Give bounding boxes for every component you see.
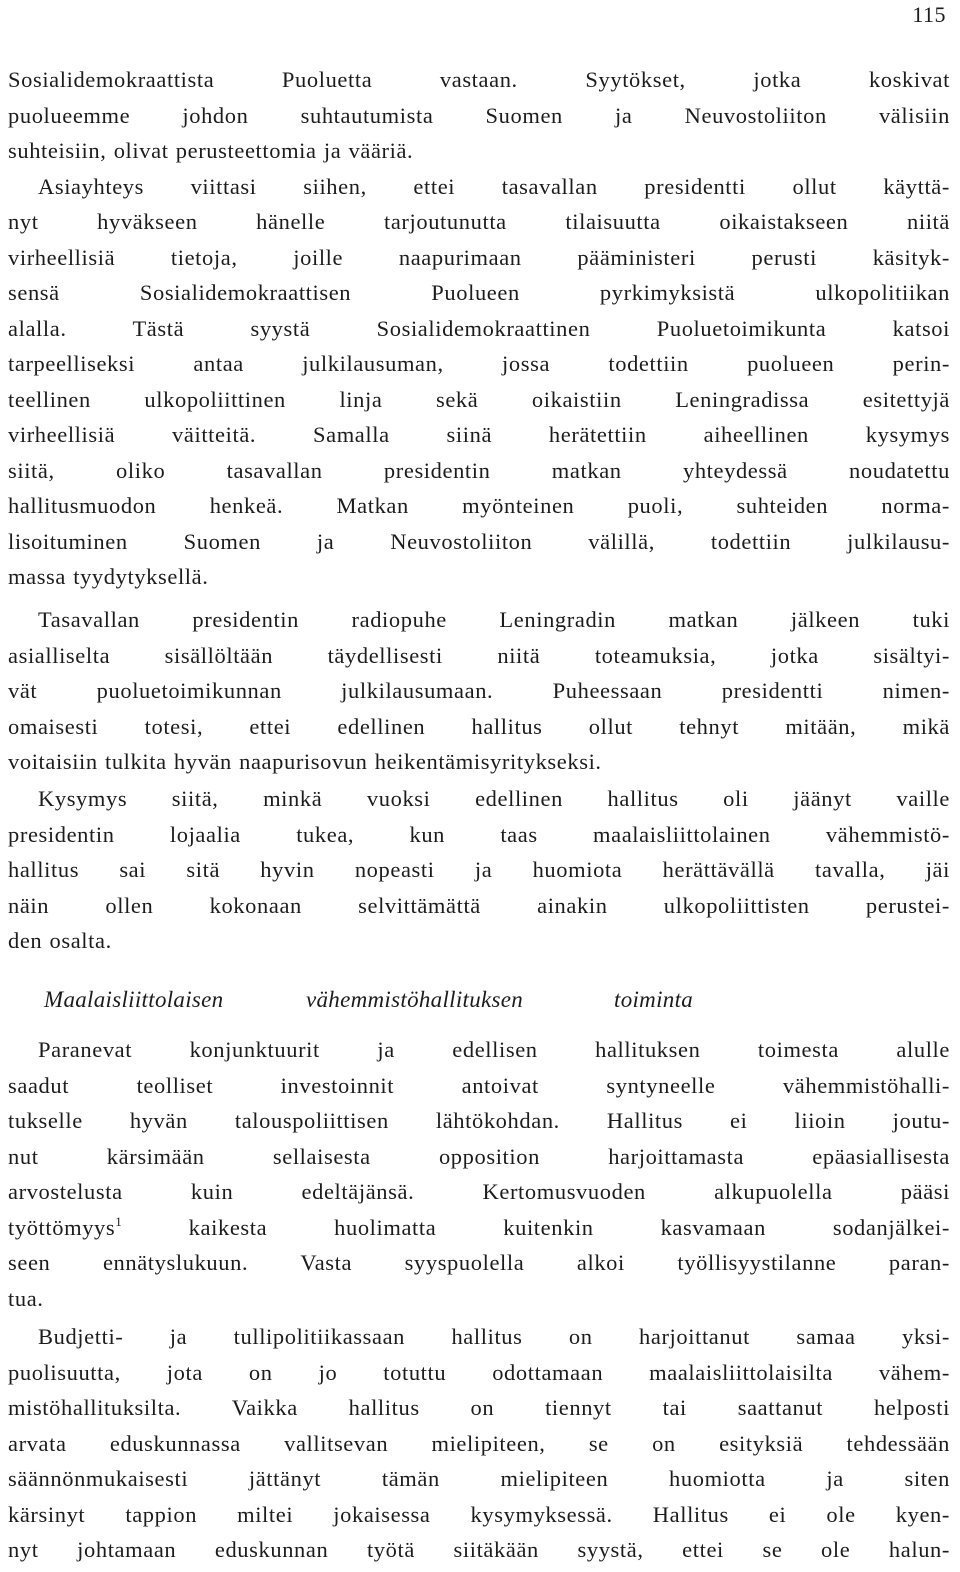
text-fragment: työttömyys — [8, 1214, 116, 1240]
section-heading — [44, 982, 693, 1018]
paragraph-block-3 — [8, 781, 950, 959]
text-line: puolisuutta, jota on jo totuttu odottamaan maalaisliittolaisilta vähem- — [8, 1359, 950, 1385]
paragraph-block-2 — [8, 602, 950, 780]
text-line: arvostelusta kuin edeltäjänsä. Kertomusvuoden alkupuolella pääsi — [8, 1179, 950, 1204]
text-line: sensä Sosialidemokraattisen Puolueen pyrkimyksistä ulkopolitiikan — [8, 280, 950, 305]
text-line: tarpeelliseksi antaa julkilausuman, jossa todettiin puolueen perin- — [8, 351, 950, 376]
text-line: virheellisiä väitteitä. Samalla siinä herätettiin aiheellinen kysymys — [8, 422, 950, 447]
text-line: suhteisiin, olivat perusteettomia ja vääriä. — [8, 138, 414, 163]
heading-word: Maalaisliittolaisen — [44, 987, 224, 1012]
text-line: alalla. Tästä syystä Sosialidemokraattinen Puoluetoimikunta katsoi — [8, 315, 950, 341]
heading-word: toiminta — [614, 987, 694, 1012]
text-line: hallitusmuodon henkeä. Matkan myönteinen puoli, suhteiden norma- — [8, 493, 950, 518]
text-line: Tasavallan presidentin radiopuhe Leningradin matkan jälkeen tuki — [38, 607, 950, 632]
paragraph-block-5 — [8, 1319, 950, 1568]
text-line: säännönmukaisesti jättänyt tämän mielipiteen huomiotta ja siten — [8, 1466, 950, 1491]
text-line: näin ollen kokonaan selvittämättä ainakin ulkopoliittisten perustei- — [8, 892, 950, 918]
text-line: Paranevat konjunktuurit ja edellisen hallituksen toimesta alulle — [38, 1037, 950, 1062]
text-line: lisoituminen Suomen ja Neuvostoliiton välillä, todettiin julkilausu- — [8, 528, 950, 554]
text-line: puolueemme johdon suhtautumista Suomen ja Neuvostoliiton välisiin — [8, 102, 950, 128]
text-line: Asiayhteys viittasi siihen, ettei tasavallan presidentti ollut käyttä- — [38, 173, 950, 199]
text-line: arvata eduskunnassa vallitsevan mielipiteen, se on esityksiä tehdessään — [8, 1430, 950, 1456]
text-line: seen ennätyslukuun. Vasta syyspuolella alkoi työllisyystilanne paran- — [8, 1250, 950, 1275]
text-line: siitä, oliko tasavallan presidentin matkan yhteydessä noudatettu — [8, 457, 950, 483]
paragraph-block-4 — [8, 1032, 950, 1316]
text-line: nyt johtamaan eduskunnan työtä siitäkään syystä, ettei se ole halun- — [8, 1537, 950, 1562]
text-line: den osalta. — [8, 928, 112, 953]
text-line: tukselle hyvän talouspoliittisen lähtökohdan. Hallitus ei liioin joutu- — [8, 1108, 950, 1133]
text-line: Sosialidemokraattista Puoluetta vastaan. Syytökset, jotka koskivat — [8, 67, 950, 92]
text-line: asialliselta sisällöltään täydellisesti niitä toteamuksia, jotka sisältyi- — [8, 642, 950, 668]
text-line: virheellisiä tietoja, joille naapurimaan pääministeri perusti käsityk- — [8, 244, 950, 270]
text-line: mistöhallituksilta. Vaikka hallitus on tiennyt tai saattanut helposti — [8, 1395, 950, 1420]
text-line: Budjetti- ja tullipolitiikassaan hallitus on harjoittanut samaa yksi- — [38, 1324, 950, 1349]
text-line: hallitus sai sitä hyvin nopeasti ja huomiota herättävällä tavalla, jäi — [8, 857, 950, 882]
heading-word: vähemmistöhallituksen — [306, 987, 524, 1012]
text-line: vät puoluetoimikunnan julkilausumaan. Puheessaan presidentti nimen- — [8, 678, 950, 703]
paragraph-block-1 — [8, 62, 950, 595]
text-line: nyt hyväkseen hänelle tarjoutunutta tilaisuutta oikaistakseen niitä — [8, 209, 950, 234]
text-line: teellinen ulkopoliittinen linja sekä oikaistiin Leningradissa esitettyjä — [8, 386, 950, 412]
text-line: tua. — [8, 1285, 44, 1311]
text-line: kärsinyt tappion miltei jokaisessa kysymyksessä. Hallitus ei ole kyen- — [8, 1501, 950, 1527]
text-line: voitaisiin tulkita hyvän naapurisovun heikentämisyritykseksi. — [8, 749, 602, 774]
text-line: omaisesti totesi, ettei edellinen hallitus ollut tehnyt mitään, mikä — [8, 713, 950, 739]
footnote-reference: 1 — [115, 1213, 122, 1229]
text-line-with-footnote — [8, 1210, 950, 1246]
text-line: Kysymys siitä, minkä vuoksi edellinen hallitus oli jäänyt vaille — [38, 786, 950, 811]
text-fragment: kaikesta huolimatta kuitenkin kasvamaan sodanjälkei- — [121, 1214, 950, 1240]
page-number: 115 — [912, 2, 946, 27]
text-line: presidentin lojaalia tukea, kun taas maalaisliittolainen vähemmistö- — [8, 821, 950, 847]
text-line: saadut teolliset investoinnit antoivat syntyneelle vähemmistöhalli- — [8, 1072, 950, 1098]
text-line: nut kärsimään sellaisesta opposition harjoittamasta epäasiallisesta — [8, 1143, 950, 1169]
text-line: massa tyydytyksellä. — [8, 564, 209, 589]
